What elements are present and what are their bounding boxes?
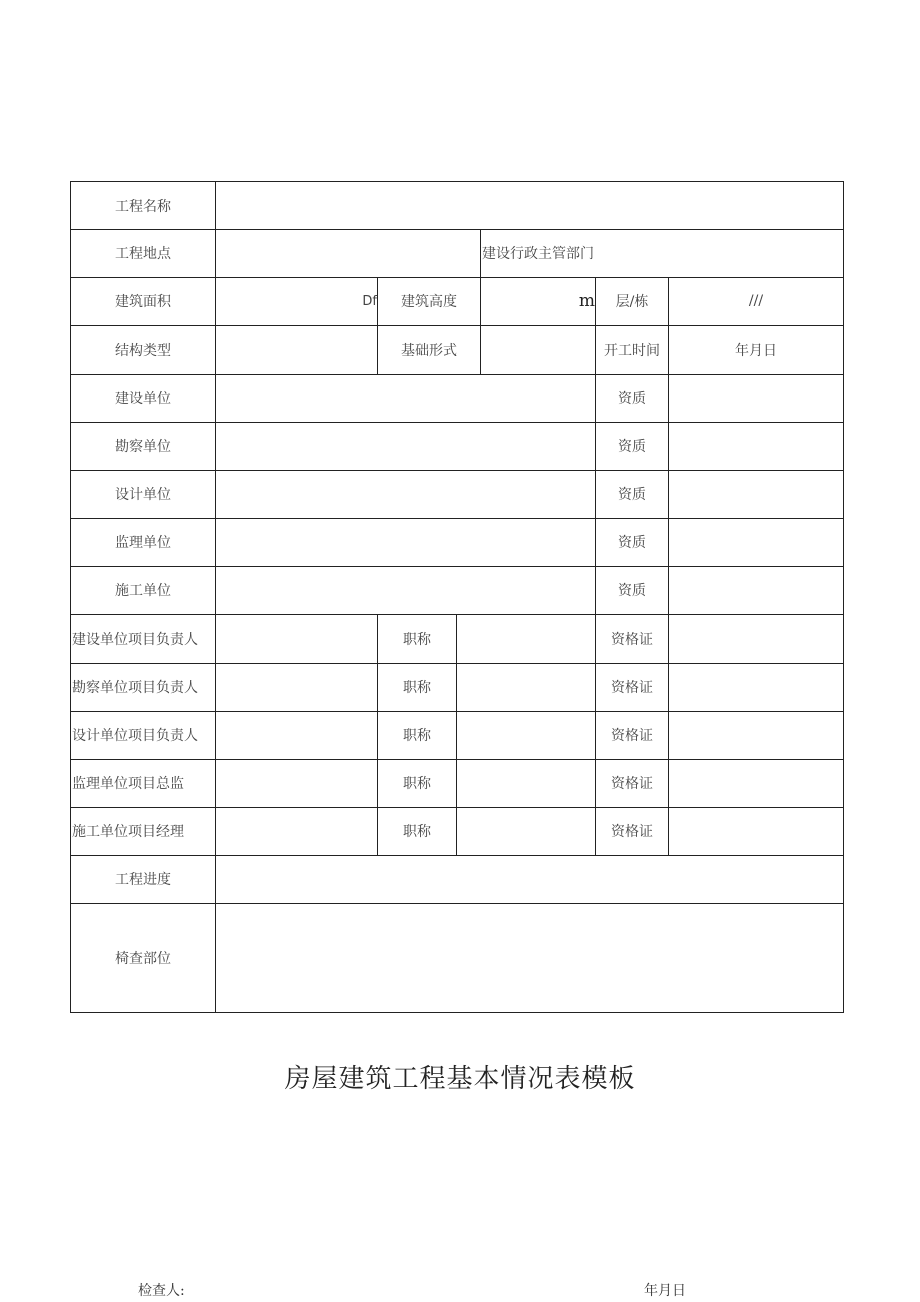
progress-field[interactable] [216,855,843,903]
survey-unit-label: 勘察单位 [115,439,171,455]
foundation-field[interactable] [481,325,595,374]
start-time-label: 开工时间 [604,342,660,359]
design-unit-qual-label: 资质 [618,487,646,503]
supervision-unit-field[interactable] [216,518,595,566]
chief-supervisor-cert-label: 资格证 [611,776,653,792]
column-divider [480,229,481,277]
floors-field[interactable]: /// [748,293,764,309]
survey-unit-qual-label: 资质 [618,439,646,455]
contractor-pm-cert-field[interactable] [669,807,843,855]
project-info-table [70,181,844,1013]
building-area-field[interactable] [216,277,377,325]
building-height-label: 建筑高度 [401,294,457,310]
inspector-label: 检查人: [138,1283,185,1299]
document-title: 房屋建筑工程基本情况表模板 [284,1064,636,1094]
design-pm-cert-label: 资格证 [611,728,653,744]
design-pm-cert-field[interactable] [669,711,843,759]
design-unit-label: 设计单位 [115,487,171,503]
design-unit-field[interactable] [216,470,595,518]
authority-label: 建设行政主管部门 [482,246,594,262]
project-location-field[interactable] [216,229,480,277]
floors-label: 层/栋 [615,294,649,310]
construction-unit-qual-field[interactable] [669,374,843,422]
contractor-pm-field[interactable] [216,807,377,855]
chief-supervisor-cert-field[interactable] [669,759,843,807]
construction-pm-label: 建设单位项目负责人 [72,631,198,648]
authority-field[interactable] [683,229,843,277]
inspection-parts-label: 椅查部位 [115,950,171,967]
contractor-pm-label: 施工单位项目经理 [72,824,184,840]
survey-pm-cert-field[interactable] [669,663,843,711]
start-time-field[interactable]: 年月日 [735,342,777,359]
progress-label: 工程进度 [115,872,171,888]
construction-pm-title-field[interactable] [457,614,595,663]
survey-unit-field[interactable] [216,422,595,470]
supervision-unit-qual-field[interactable] [669,518,843,566]
area-unit: Df [362,293,377,309]
design-unit-qual-field[interactable] [669,470,843,518]
project-location-label: 工程地点 [115,246,171,262]
construction-pm-title-label: 职称 [403,631,431,648]
design-pm-title-field[interactable] [457,711,595,759]
construction-pm-cert-label: 资格证 [611,631,653,648]
contractor-unit-qual-field[interactable] [669,566,843,614]
construction-unit-field[interactable] [216,374,595,422]
project-name-field[interactable] [216,182,843,229]
survey-pm-cert-label: 资格证 [611,680,653,696]
structure-type-field[interactable] [216,325,377,374]
inspection-date-label: 年月日 [644,1283,686,1299]
construction-unit-qual-label: 资质 [618,391,646,407]
contractor-pm-title-field[interactable] [457,807,595,855]
survey-pm-title-label: 职称 [403,680,431,696]
design-pm-label: 设计单位项目负责人 [72,728,198,744]
construction-pm-cert-field[interactable] [669,614,843,663]
survey-pm-field[interactable] [216,663,377,711]
survey-pm-label: 勘察单位项目负责人 [72,680,198,696]
contractor-unit-label: 施工单位 [115,583,171,599]
contractor-pm-title-label: 职称 [403,824,431,840]
height-unit: m [578,291,595,311]
construction-pm-field[interactable] [216,614,377,663]
structure-type-label: 结构类型 [115,342,171,359]
supervision-unit-qual-label: 资质 [618,535,646,551]
contractor-unit-field[interactable] [216,566,595,614]
chief-supervisor-title-field[interactable] [457,759,595,807]
project-name-label: 工程名称 [115,198,171,215]
supervision-unit-label: 监理单位 [115,535,171,551]
contractor-unit-qual-label: 资质 [618,583,646,599]
inspection-parts-field[interactable] [216,903,843,1012]
foundation-label: 基础形式 [401,342,457,359]
building-area-label: 建筑面积 [115,294,171,310]
chief-supervisor-field[interactable] [216,759,377,807]
design-pm-field[interactable] [216,711,377,759]
contractor-pm-cert-label: 资格证 [611,824,653,840]
survey-pm-title-field[interactable] [457,663,595,711]
survey-unit-qual-field[interactable] [669,422,843,470]
building-height-field[interactable] [481,277,595,325]
chief-supervisor-label: 监理单位项目总监 [72,776,184,792]
design-pm-title-label: 职称 [403,728,431,744]
chief-supervisor-title-label: 职称 [403,776,431,792]
construction-unit-label: 建设单位 [115,391,171,407]
